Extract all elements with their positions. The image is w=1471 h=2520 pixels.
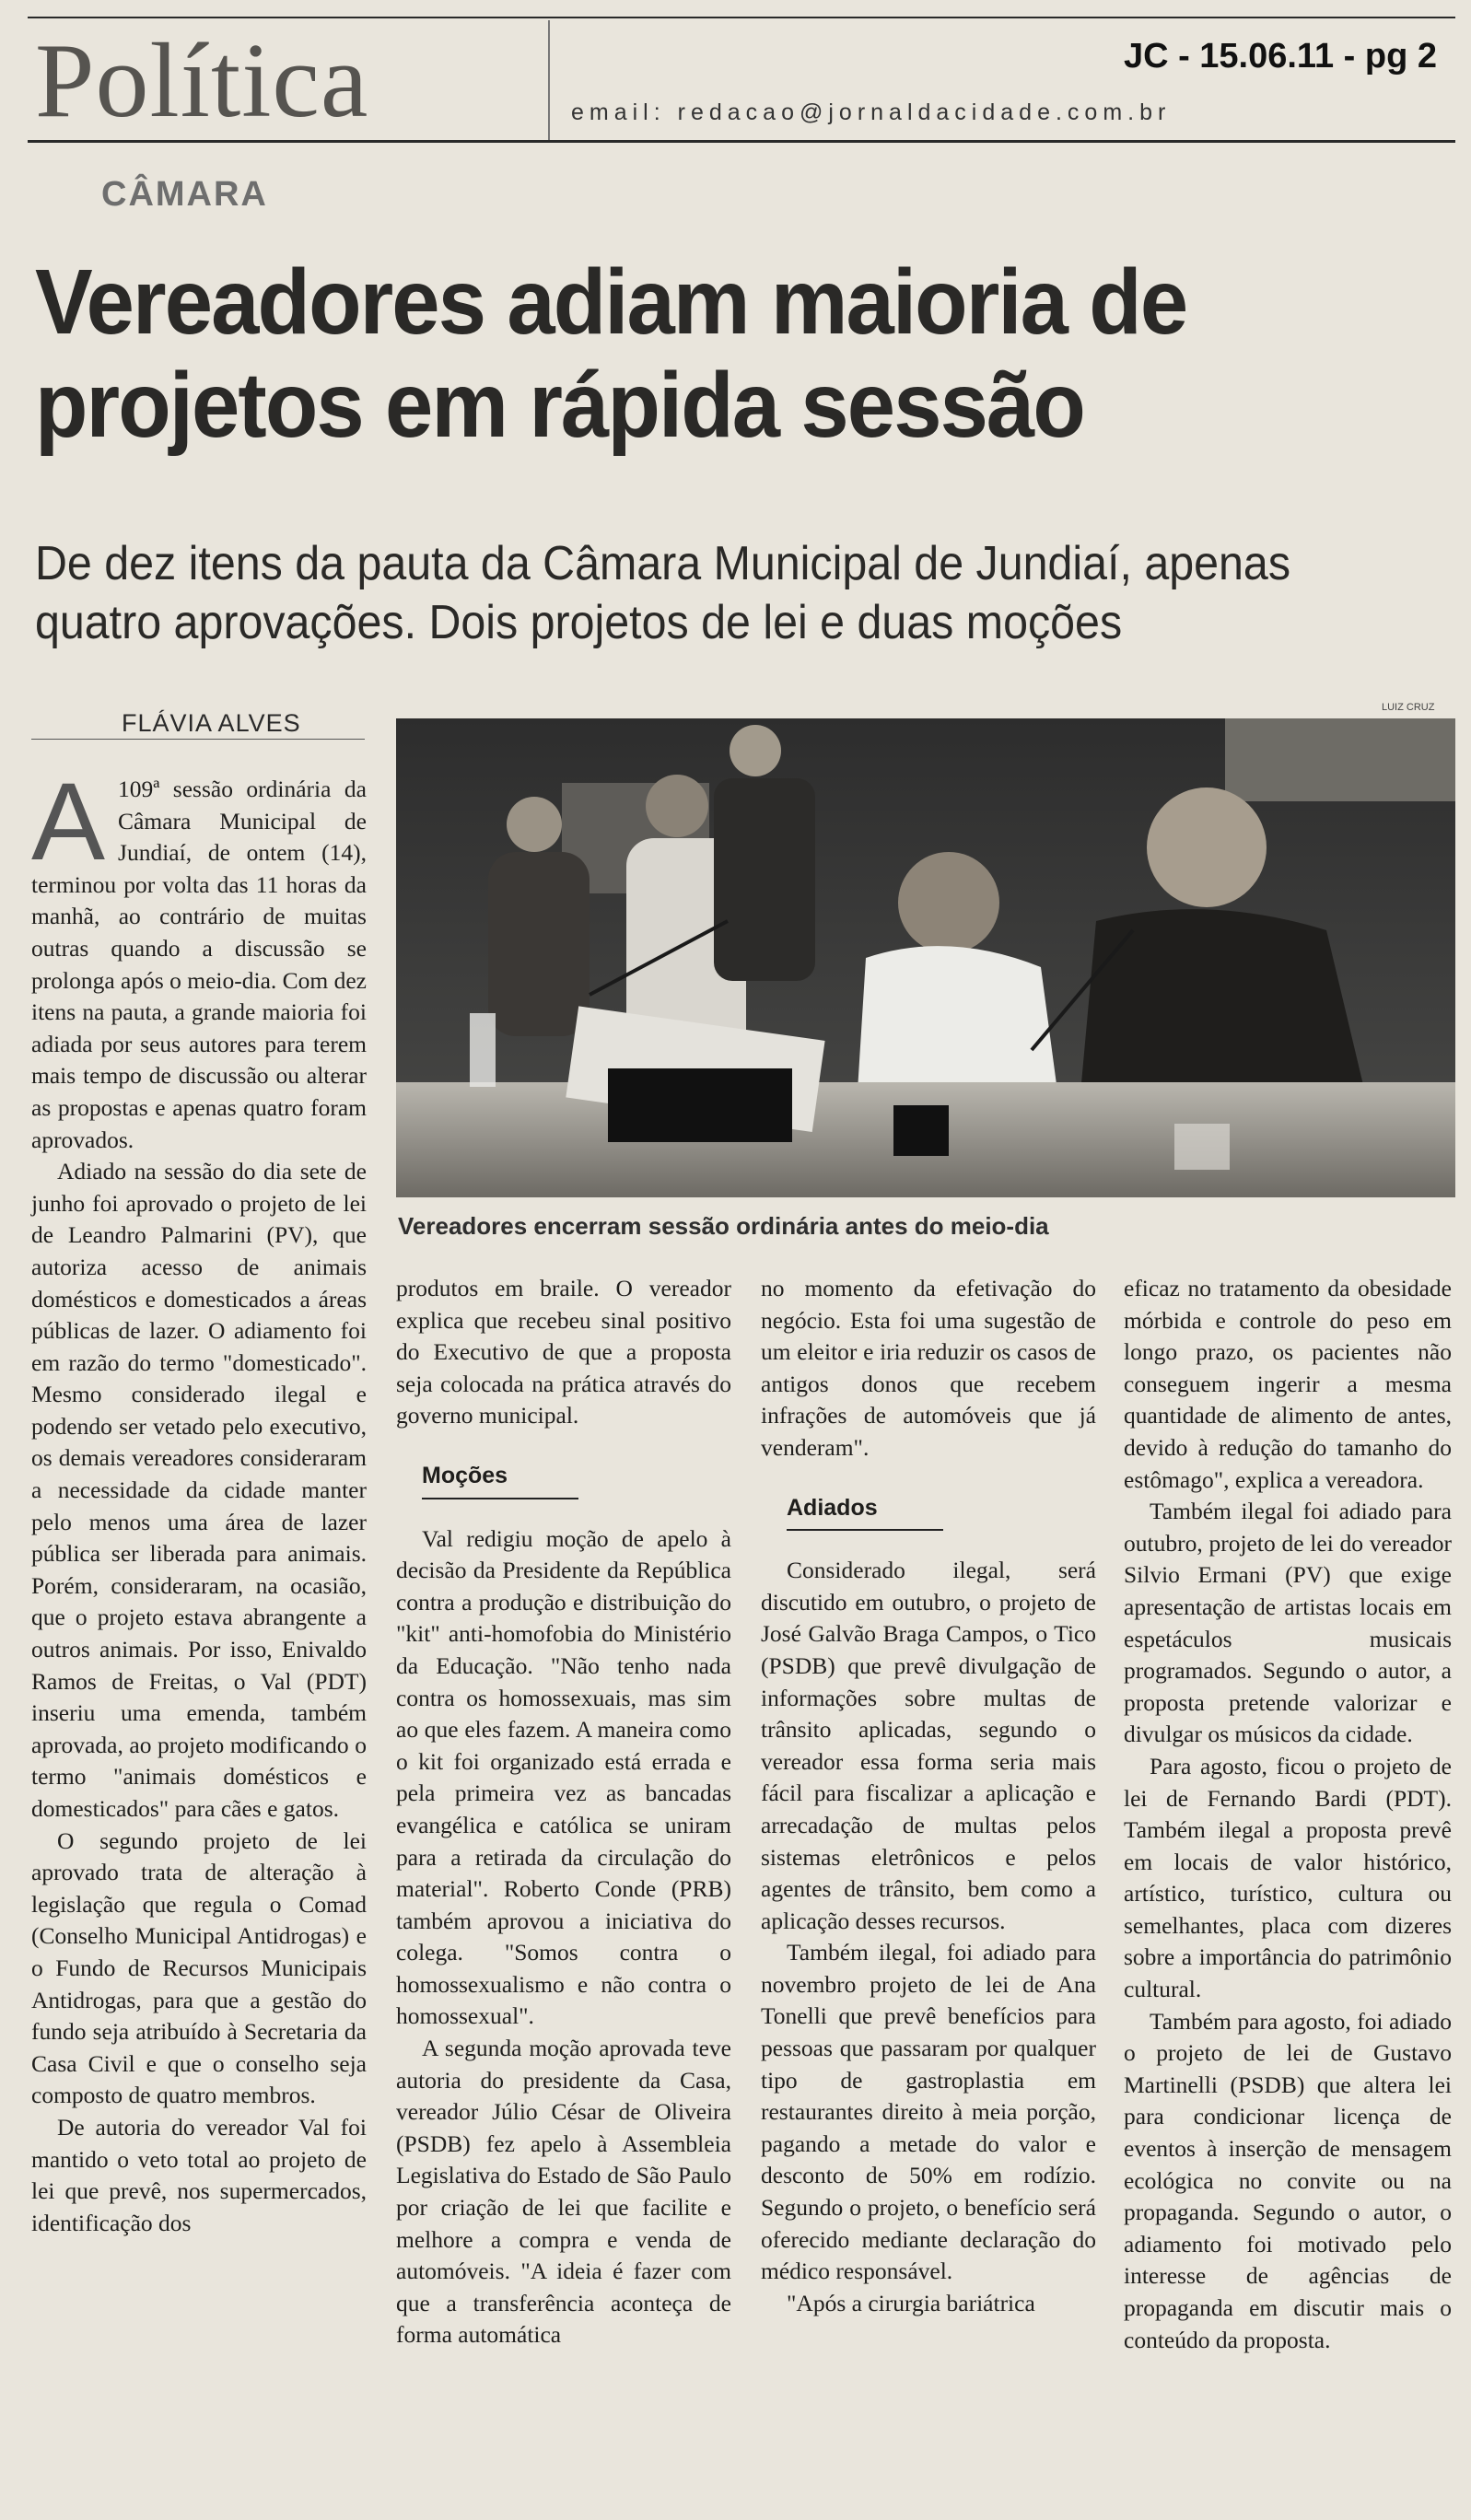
subhead-mocoes: Moções: [422, 1460, 578, 1499]
byline: FLÁVIA ALVES: [122, 709, 301, 737]
col3-paragraph-3: Também ilegal, foi adiado para novembro projeto de lei de Ana Tonelli que prevê benefícios para pessoas que passaram por qualquer tipo de gastroplastia em restaurantes direito à meia porção, pagando a metade do valor e desconto de 50% em rodízio. Segundo o projeto, o benefício será oferecido mediante declaração do médico responsável.: [761, 1939, 1096, 2285]
article-column-2: [396, 1273, 731, 2351]
photo-glass: [1174, 1124, 1230, 1170]
photo-podium-box: [608, 1068, 792, 1142]
col4-paragraph-1: eficaz no tratamento da obesidade mórbida e controle do peso em longo prazo, os pacientes não conseguem ingerir a mesma quantidade de alimento de antes, devido à redução do tamanho do estômago", explica a vereadora.: [1124, 1275, 1452, 1493]
headline: Vereadores adiam maioria de projetos em rápida sessão: [35, 251, 1187, 457]
col3-paragraph-1: no momento da efetivação do negócio. Esta foi uma sugestão de um eleitor e iria reduzir os casos de antigos donos que recebem infrações de automóveis que já venderam".: [761, 1275, 1096, 1461]
col1-paragraph-4: De autoria do vereador Val foi mantido o veto total ao projeto de lei que prevê, nos supermercados, identificação dos: [31, 2113, 367, 2236]
photo-credit: LUIZ CRUZ: [1382, 702, 1435, 713]
top-rule: [28, 17, 1455, 18]
col4-paragraph-2: Também ilegal foi adiado para outubro, projeto de lei do vereador Silvio Ermani (PV) que exige apresentação de artistas locais em espetáculos musicais programados. Segundo o autor, a proposta pretende valorizar e divulgar os músicos da cidade.: [1124, 1498, 1452, 1748]
col3-paragraph-2: Considerado ilegal, será discutido em outubro, o projeto de José Galvão Braga Campos, o Tico (PSDB) que prevê divulgação de informações sobre multas de trânsito aplicadas, segundo o vereador essa forma seria mais fácil para fiscalizar a aplicação e arrecadação de multas pelos sistemas eletrônicos e pelos agentes de trânsito, bem como a aplicação desses recursos.: [761, 1557, 1096, 1934]
col2-paragraph-3: A segunda moção aprovada teve autoria do presidente da Casa, vereador Júlio César de Oliveira (PSDB) fez apelo à Assembleia Legislativa do Estado de São Paulo por criação de lei que facilite e melhore a compra e venda de automóveis. "A ideia é fazer com que a transferência aconteça de forma automática: [396, 2035, 731, 2349]
col2-paragraph-2: Val redigiu moção de apelo à decisão da Presidente da República contra a produção e distribuição do "kit" anti-homofobia do Ministério da Educação. "Não tenho nada contra os homossexuais, mas sim ao que eles fazem. A maneira como o kit foi organizado está errada e pela primeira vez as bancadas evangélica e católica se uniram para a retirada da circulação do material". Roberto Conde (PRB) também aprovou a iniciativa do colega. "Somos contra o homossexualismo e não contra o homossexual".: [396, 1524, 731, 2030]
drop-cap: A: [31, 760, 106, 883]
article-photo: [396, 718, 1455, 1197]
col1-paragraph-2: Adiado na sessão do dia sete de junho foi aprovado o projeto de lei de Leandro Palmarini (PV), que autoriza acesso de animais domésticos e domesticados a áreas públicas de lazer. O adiamento foi em razão do termo "domesticado". Mesmo considerado ilegal e podendo ser vetado pelo executivo, os demais vereadores consideraram a necessidade da cidade manter pelo menos uma área de lazer pública ser liberada para animais. Porém, consideraram, na ocasião, que o projeto estava abrangente a outros animais. Por isso, Enivaldo Ramos de Freitas, o Val (PDT) inseriu uma emenda, também aprovada, ao projeto modificando o termo "animais domésticos e domesticados" para cães e gatos.: [31, 1158, 367, 1822]
article-column-3: [761, 1273, 1096, 2319]
col2-paragraph-1: produtos em braile. O vereador explica que recebeu sinal positivo do Executivo de que a proposta seja colocada na prática através do governo municipal.: [396, 1275, 731, 1429]
deck-subheadline: De dez itens da pauta da Câmara Municipal de Jundiaí, apenas quatro aprovações. Dois projetos de lei e duas moções: [35, 537, 1291, 649]
byline-rule: [31, 739, 365, 740]
masthead-divider: [548, 20, 550, 140]
photo-water-bottle: [470, 1013, 496, 1087]
col1-paragraph-1: 109ª sessão ordinária da Câmara Municipal de Jundiaí, de ontem (14), terminou por volta das 11 horas da manhã, ao contrário de muitas outras quando a discussão se prolonga após o meio-dia. Com dez itens na pauta, a grande maioria foi adiada por seus autores para terem mais tempo de discussão ou alterar as propostas e apenas quatro foram aprovados.: [31, 776, 367, 1153]
col3-paragraph-4: "Após a cirurgia bariátrica: [787, 2289, 1035, 2316]
contact-email: email: redacao@jornaldacidade.com.br: [571, 99, 1172, 125]
col1-paragraph-3: O segundo projeto de lei aprovado trata de alteração à legislação que regula o Comad (Conselho Municipal Antidrogas) e o Fundo de Recursos Municipais Antidrogas, para que a gestão do fundo seja atribuído à Secretaria da Casa Civil e que o conselho seja composto de quatro membros.: [31, 1826, 367, 2109]
col4-paragraph-4: Também para agosto, foi adiado o projeto de lei de Gustavo Martinelli (PSDB) que altera lei para condicionar licença de eventos à inserção de mensagem ecológica no convite ou na propaganda. Segundo o autor, o adiamento foi motivado pelo interesse de agências de propaganda em discutir mais o conteúdo da proposta.: [1124, 2007, 1452, 2353]
article-kicker: CÂMARA: [101, 175, 268, 214]
photo-flag: [1225, 718, 1455, 801]
article-column-4: [1124, 1273, 1452, 2356]
section-title: Política: [35, 22, 369, 140]
photo-device: [893, 1105, 949, 1156]
masthead-bottom-rule: [28, 140, 1455, 143]
photo-caption: Vereadores encerram sessão ordinária antes do meio-dia: [398, 1212, 1049, 1240]
col4-paragraph-3: Para agosto, ficou o projeto de lei de Fernando Bardi (PDT). Também ilegal a proposta prevê em locais de valor histórico, artístico, turístico, cultura ou semelhantes, placa com dizeres sobre a importância do patrimônio cultural.: [1124, 1752, 1452, 2003]
subhead-adiados: Adiados: [787, 1492, 943, 1532]
edition-date-page: JC - 15.06.11 - pg 2: [1123, 37, 1437, 76]
article-column-1: [31, 760, 367, 2239]
